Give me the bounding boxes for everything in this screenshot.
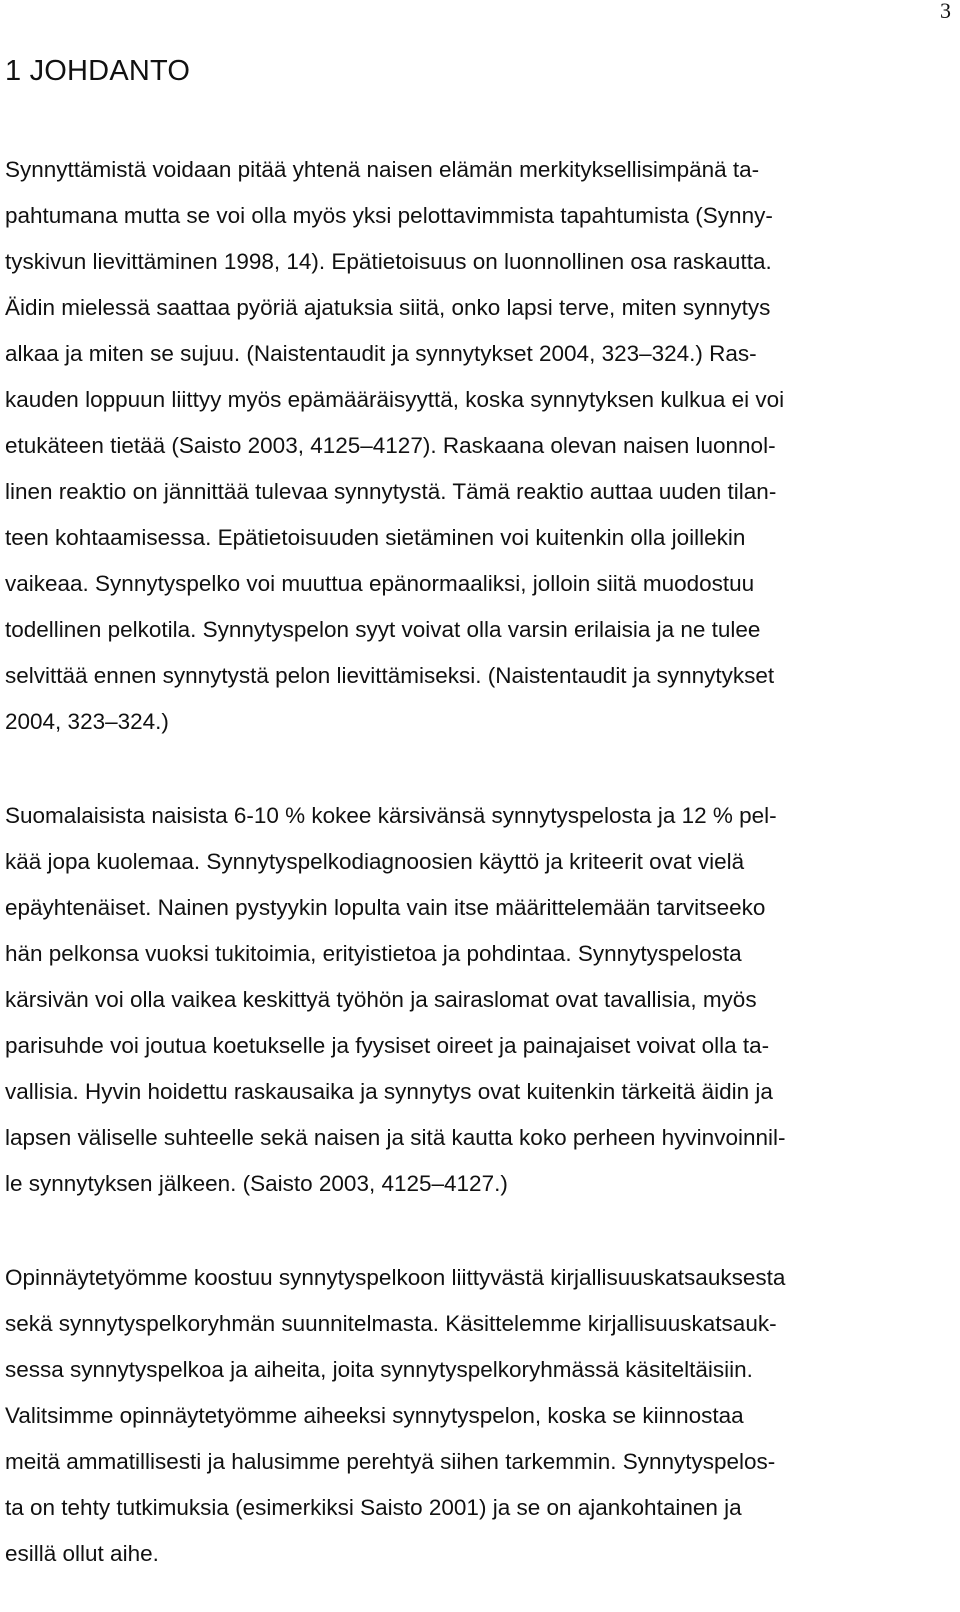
text-line: sekä synnytyspelkoryhmän suunnitelmasta. Käsittelemme kirjallisuuskatsauk- [5, 1311, 777, 1336]
paragraph-thesis-scope [5, 1255, 945, 1577]
text-line: epäyhtenäiset. Nainen pystyykin lopulta vain itse määrittelemään tarvitseeko [5, 895, 766, 920]
text-line: todellinen pelkotila. Synnytyspelon syyt voivat olla varsin erilaisia ja ne tulee [5, 617, 761, 642]
text-line: parisuhde voi joutua koetukselle ja fyysiset oireet ja painajaiset voivat olla ta- [5, 1033, 770, 1058]
chapter-heading: 1 JOHDANTO [5, 55, 191, 87]
text-line: Suomalaisista naisista 6-10 % kokee kärsivänsä synnytyspelosta ja 12 % pel- [5, 803, 777, 828]
text-line: vallisia. Hyvin hoidettu raskausaika ja synnytys ovat kuitenkin tärkeitä äidin ja [5, 1079, 773, 1104]
text-line: vaikeaa. Synnytyspelko voi muuttua epänormaaliksi, jolloin siitä muodostuu [5, 571, 755, 596]
text-line: teen kohtaamisessa. Epätietoisuuden sietäminen voi kuitenkin olla joillekin [5, 525, 746, 550]
text-line: 2004, 323–324.) [5, 709, 169, 734]
text-line: meitä ammatillisesti ja halusimme perehtyä siihen tarkemmin. Synnytyspelos- [5, 1449, 776, 1474]
text-line: linen reaktio on jännittää tulevaa synnytystä. Tämä reaktio auttaa uuden tilan- [5, 479, 777, 504]
text-line: esillä ollut aihe. [5, 1541, 159, 1566]
text-line: Valitsimme opinnäytetyömme aiheeksi synnytyspelon, koska se kiinnostaa [5, 1403, 744, 1428]
paragraph-introduction [5, 147, 945, 745]
text-line: tyskivun lievittäminen 1998, 14). Epätietoisuus on luonnollinen osa raskautta. [5, 249, 772, 274]
text-line: alkaa ja miten se sujuu. (Naistentaudit ja synnytykset 2004, 323–324.) Ras- [5, 341, 757, 366]
page-number: 3 [940, 0, 951, 23]
text-line: le synnytyksen jälkeen. (Saisto 2003, 4125–4127.) [5, 1171, 508, 1196]
paragraph-prevalence [5, 793, 945, 1207]
text-line: ta on tehty tutkimuksia (esimerkiksi Saisto 2001) ja se on ajankohtainen ja [5, 1495, 742, 1520]
text-line: Synnyttämistä voidaan pitää yhtenä naisen elämän merkityksellisimpänä ta- [5, 157, 760, 182]
text-line: etukäteen tietää (Saisto 2003, 4125–4127). Raskaana olevan naisen luonnol- [5, 433, 776, 458]
text-line: kää jopa kuolemaa. Synnytyspelkodiagnoosien käyttö ja kriteerit ovat vielä [5, 849, 745, 874]
text-line: pahtumana mutta se voi olla myös yksi pelottavimmista tapahtumista (Synny- [5, 203, 773, 228]
text-line: lapsen väliselle suhteelle sekä naisen ja sitä kautta koko perheen hyvinvoinnil- [5, 1125, 786, 1150]
text-line: selvittää ennen synnytystä pelon lievittämiseksi. (Naistentaudit ja synnytykset [5, 663, 775, 688]
text-line: kärsivän voi olla vaikea keskittyä työhön ja sairaslomat ovat tavallisia, myös [5, 987, 757, 1012]
text-line: Äidin mielessä saattaa pyöriä ajatuksia siitä, onko lapsi terve, miten synnytys [5, 295, 771, 320]
text-line: Opinnäytetyömme koostuu synnytyspelkoon liittyvästä kirjallisuuskatsauksesta [5, 1265, 786, 1290]
text-line: hän pelkonsa vuoksi tukitoimia, erityistietoa ja pohdintaa. Synnytyspelosta [5, 941, 742, 966]
text-line: sessa synnytyspelkoa ja aiheita, joita synnytyspelkoryhmässä käsiteltäisiin. [5, 1357, 753, 1382]
text-line: kauden loppuun liittyy myös epämääräisyyttä, koska synnytyksen kulkua ei voi [5, 387, 785, 412]
